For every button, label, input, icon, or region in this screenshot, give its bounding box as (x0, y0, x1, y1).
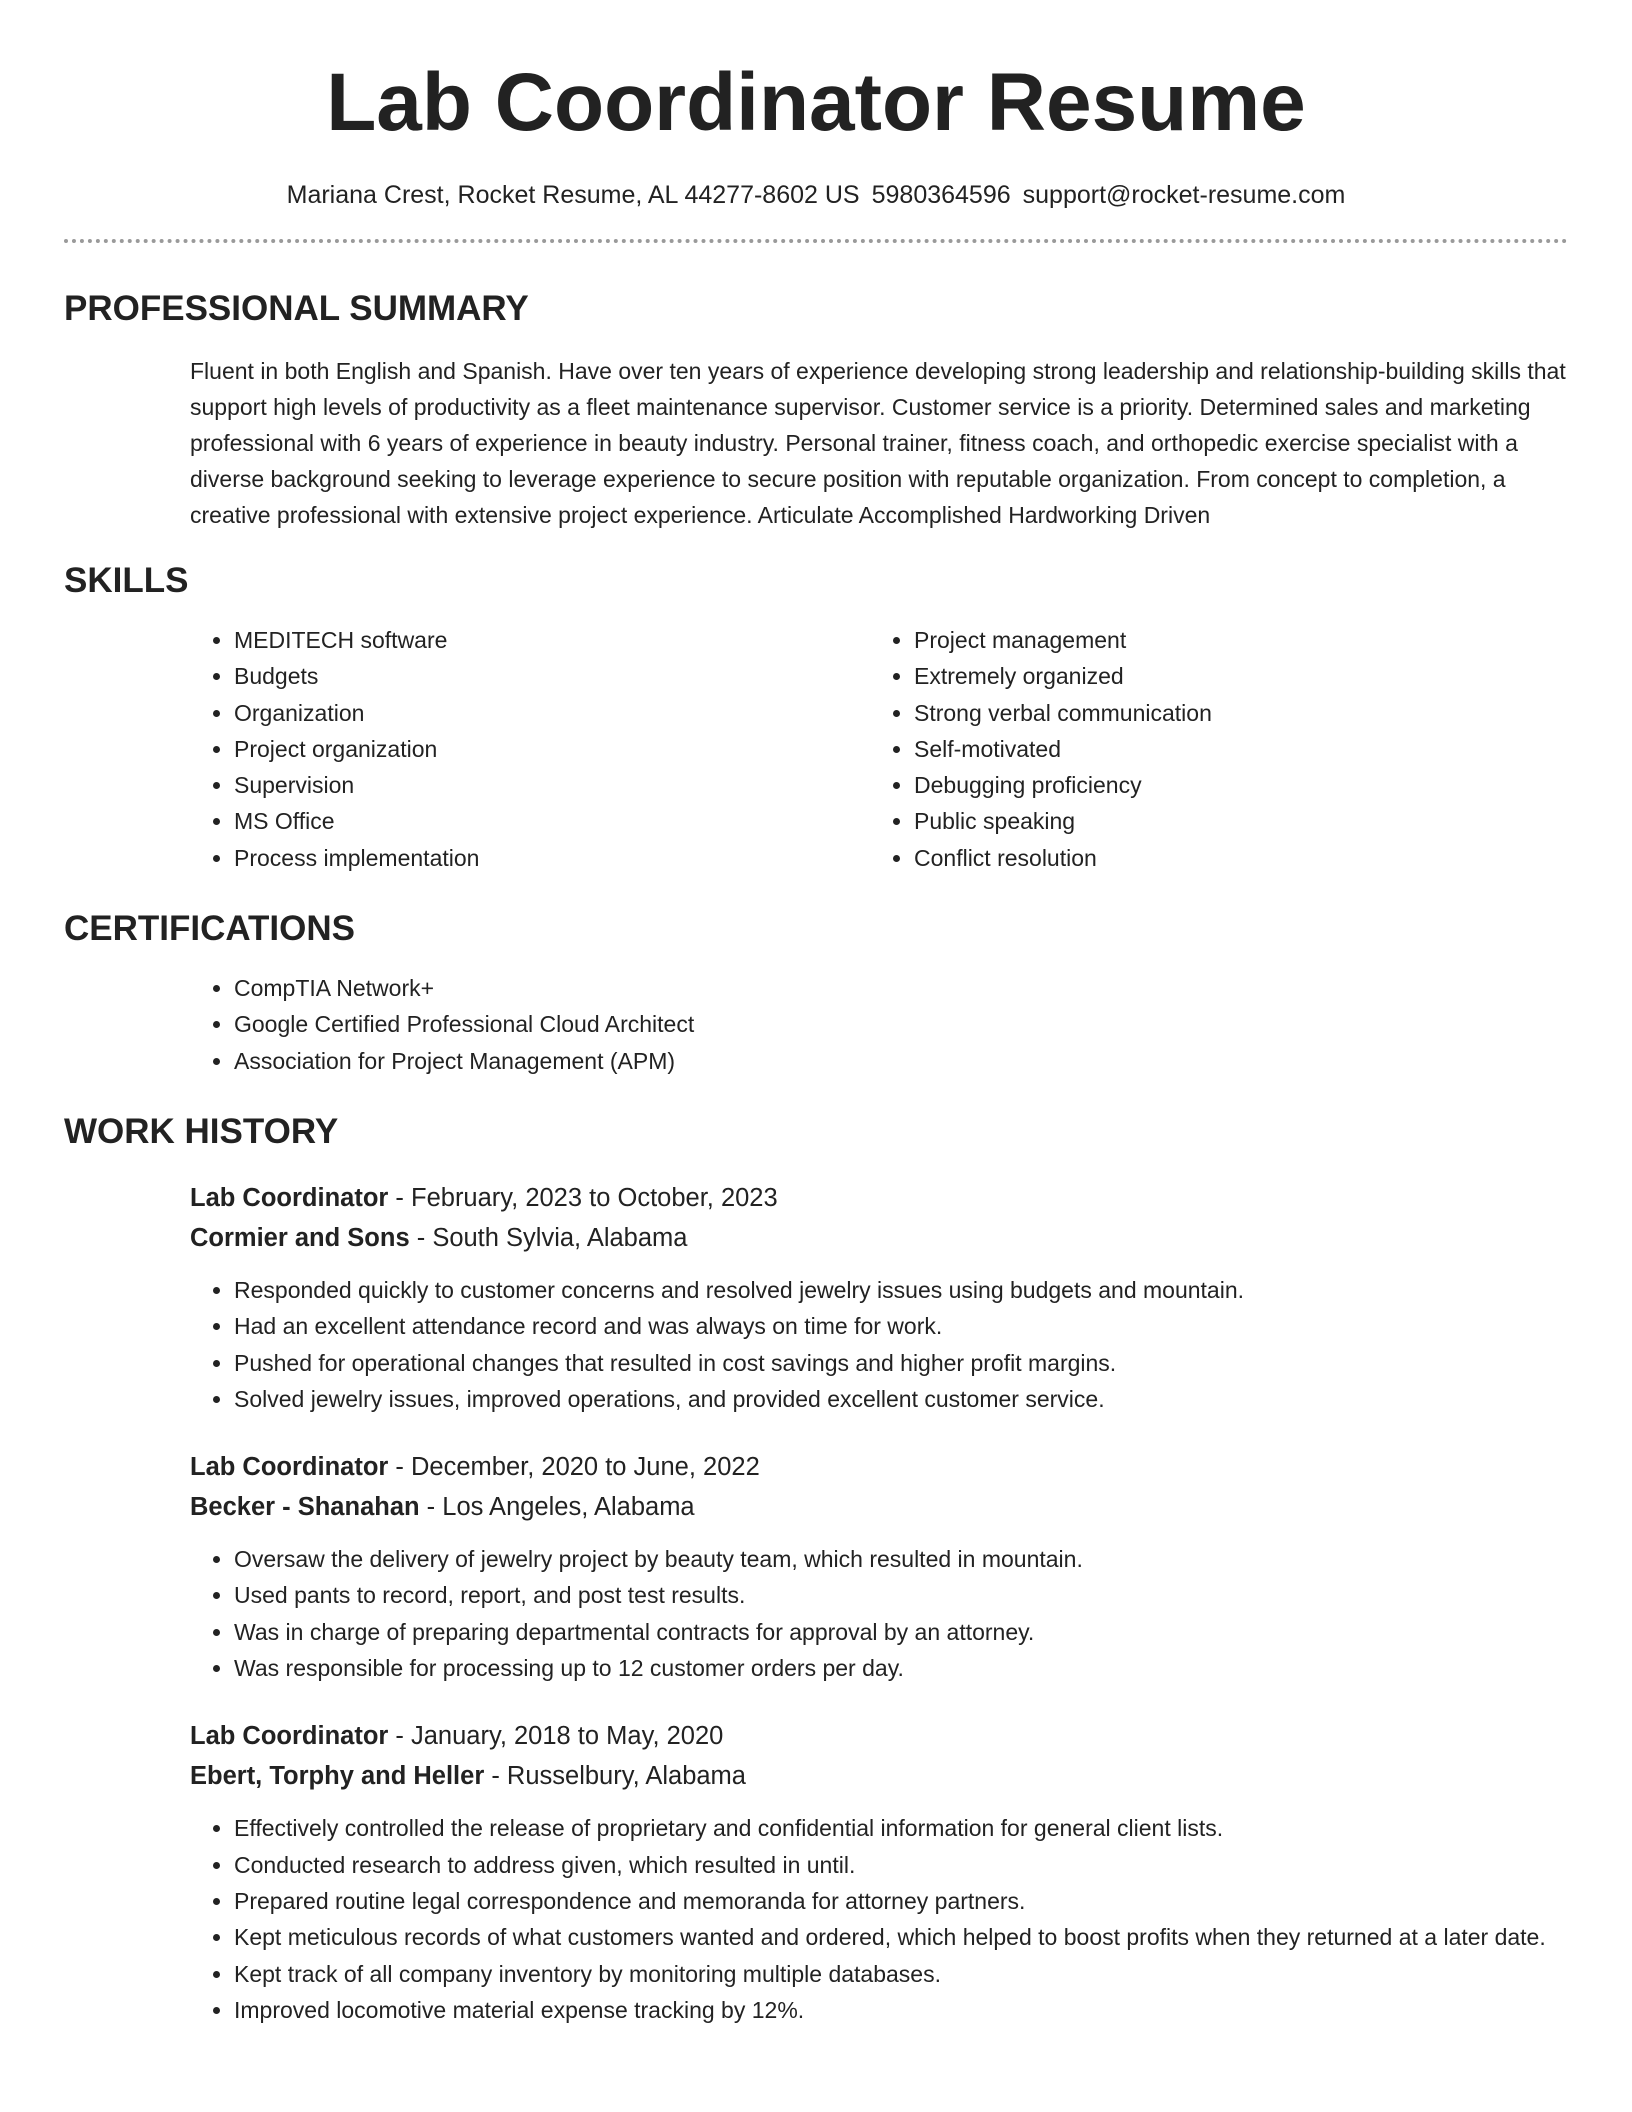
job-company-line: Cormier and Sons - South Sylvia, Alabama (190, 1223, 688, 1252)
job-company: Ebert, Torphy and Heller (190, 1762, 485, 1791)
skills-list-right (744, 622, 1414, 876)
job-duties-list (190, 1810, 1568, 2028)
skill-item: • MS Office (234, 803, 744, 839)
resume-page (64, 0, 1568, 2028)
job-entry (190, 1178, 1568, 1417)
skill-item: • Process implementation (234, 840, 744, 876)
summary-text: Fluent in both English and Spanish. Have over ten years of experience developing strong leadership and relationship-building skills that support high levels of productivity as a fleet maintenance supervisor. Customer service is a priority. Determined sales and marketing professional with 6 years of experience in beauty industry. Personal trainer, fitness coach, and orthopedic exercise specialist with a diverse background seeking to leverage experience to secure position with reputable organization. From concept to completion, a creative professional with extensive project experience. Articulate Accomplished Hardworking Driven (190, 358, 1566, 528)
skill-item: • MEDITECH software (234, 622, 744, 658)
job-entry (190, 1716, 1568, 2028)
job-entry (190, 1447, 1568, 1686)
work-history-heading: WORK HISTORY (64, 1111, 339, 1151)
job-duty: • Had an excellent attendance record and was always on time for work. (234, 1308, 1568, 1344)
skill-item: • Debugging proficiency (914, 767, 1414, 803)
contact-email: support@rocket-resume.com (1022, 181, 1346, 209)
job-title-line: Lab Coordinator - February, 2023 to October, 2023 (190, 1183, 778, 1212)
skill-item: • Budgets (234, 658, 744, 694)
job-duty: • Conducted research to address given, which resulted in until. (234, 1847, 1568, 1883)
skills-columns (64, 622, 1568, 876)
job-duty: • Was responsible for processing up to 12 customer orders per day. (234, 1650, 1568, 1686)
job-duty: • Prepared routine legal correspondence and memoranda for attorney partners. (234, 1883, 1568, 1919)
job-duties-list (190, 1541, 1568, 1686)
certification-item: • CompTIA Network+ (234, 970, 1568, 1006)
job-location: Los Angeles, Alabama (442, 1493, 695, 1522)
skill-item: • Conflict resolution (914, 840, 1414, 876)
job-title: Lab Coordinator (190, 1183, 389, 1212)
skill-item: • Project management (914, 622, 1414, 658)
certifications-list (64, 970, 1568, 1079)
header-divider (64, 239, 1568, 243)
job-duty: • Kept track of all company inventory by monitoring multiple databases. (234, 1956, 1568, 1992)
skill-item: • Organization (234, 695, 744, 731)
job-duties-list (190, 1272, 1568, 1417)
summary-heading: PROFESSIONAL SUMMARY (64, 289, 529, 328)
job-dates: December, 2020 to June, 2022 (411, 1453, 760, 1482)
contact-line (64, 178, 1568, 212)
skill-item: • Strong verbal communication (914, 695, 1414, 731)
skill-item: • Supervision (234, 767, 744, 803)
job-title: Lab Coordinator (190, 1722, 389, 1751)
job-title-line: Lab Coordinator - January, 2018 to May, 2020 (190, 1722, 724, 1751)
job-company-line: Ebert, Torphy and Heller - Russelbury, Alabama (190, 1762, 746, 1791)
job-duty: • Pushed for operational changes that resulted in cost savings and higher profit margins. (234, 1345, 1568, 1381)
contact-address: Mariana Crest, Rocket Resume, AL 44277-8602 US (286, 181, 860, 209)
job-duty: • Solved jewelry issues, improved operations, and provided excellent customer service. (234, 1381, 1568, 1417)
job-duty: • Improved locomotive material expense tracking by 12%. (234, 1992, 1568, 2028)
skill-item: • Project organization (234, 731, 744, 767)
job-duty: • Effectively controlled the release of proprietary and confidential information for general client lists. (234, 1810, 1568, 1846)
certifications-heading: CERTIFICATIONS (64, 909, 356, 949)
job-dates: January, 2018 to May, 2020 (411, 1722, 724, 1751)
skills-heading: SKILLS (64, 561, 189, 600)
resume-title: Lab Coordinator Resume (326, 57, 1306, 148)
job-title-line: Lab Coordinator - December, 2020 to June, 2022 (190, 1453, 760, 1482)
job-company: Becker - Shanahan (190, 1493, 420, 1522)
job-duty: • Oversaw the delivery of jewelry project by beauty team, which resulted in mountain. (234, 1541, 1568, 1577)
skills-list-left (64, 622, 744, 876)
job-dates: February, 2023 to October, 2023 (411, 1183, 778, 1212)
certification-item: • Google Certified Professional Cloud Architect (234, 1006, 1568, 1042)
job-company: Cormier and Sons (190, 1223, 410, 1252)
job-duty: • Responded quickly to customer concerns and resolved jewelry issues using budgets and mountain. (234, 1272, 1568, 1308)
job-duty: • Was in charge of preparing departmental contracts for approval by an attorney. (234, 1614, 1568, 1650)
skill-item: • Extremely organized (914, 658, 1414, 694)
job-company-line: Becker - Shanahan - Los Angeles, Alabama (190, 1493, 695, 1522)
job-location: Russelbury, Alabama (506, 1762, 746, 1791)
contact-phone: 5980364596 (871, 181, 1011, 209)
job-location: South Sylvia, Alabama (432, 1223, 688, 1252)
skill-item: • Public speaking (914, 803, 1414, 839)
job-duty: • Used pants to record, report, and post test results. (234, 1577, 1568, 1613)
job-duty: • Kept meticulous records of what customers wanted and ordered, which helped to boost profits when they returned at a later date. (234, 1919, 1568, 1955)
job-title: Lab Coordinator (190, 1453, 389, 1482)
skill-item: • Self-motivated (914, 731, 1414, 767)
certification-item: • Association for Project Management (APM) (234, 1043, 1568, 1079)
